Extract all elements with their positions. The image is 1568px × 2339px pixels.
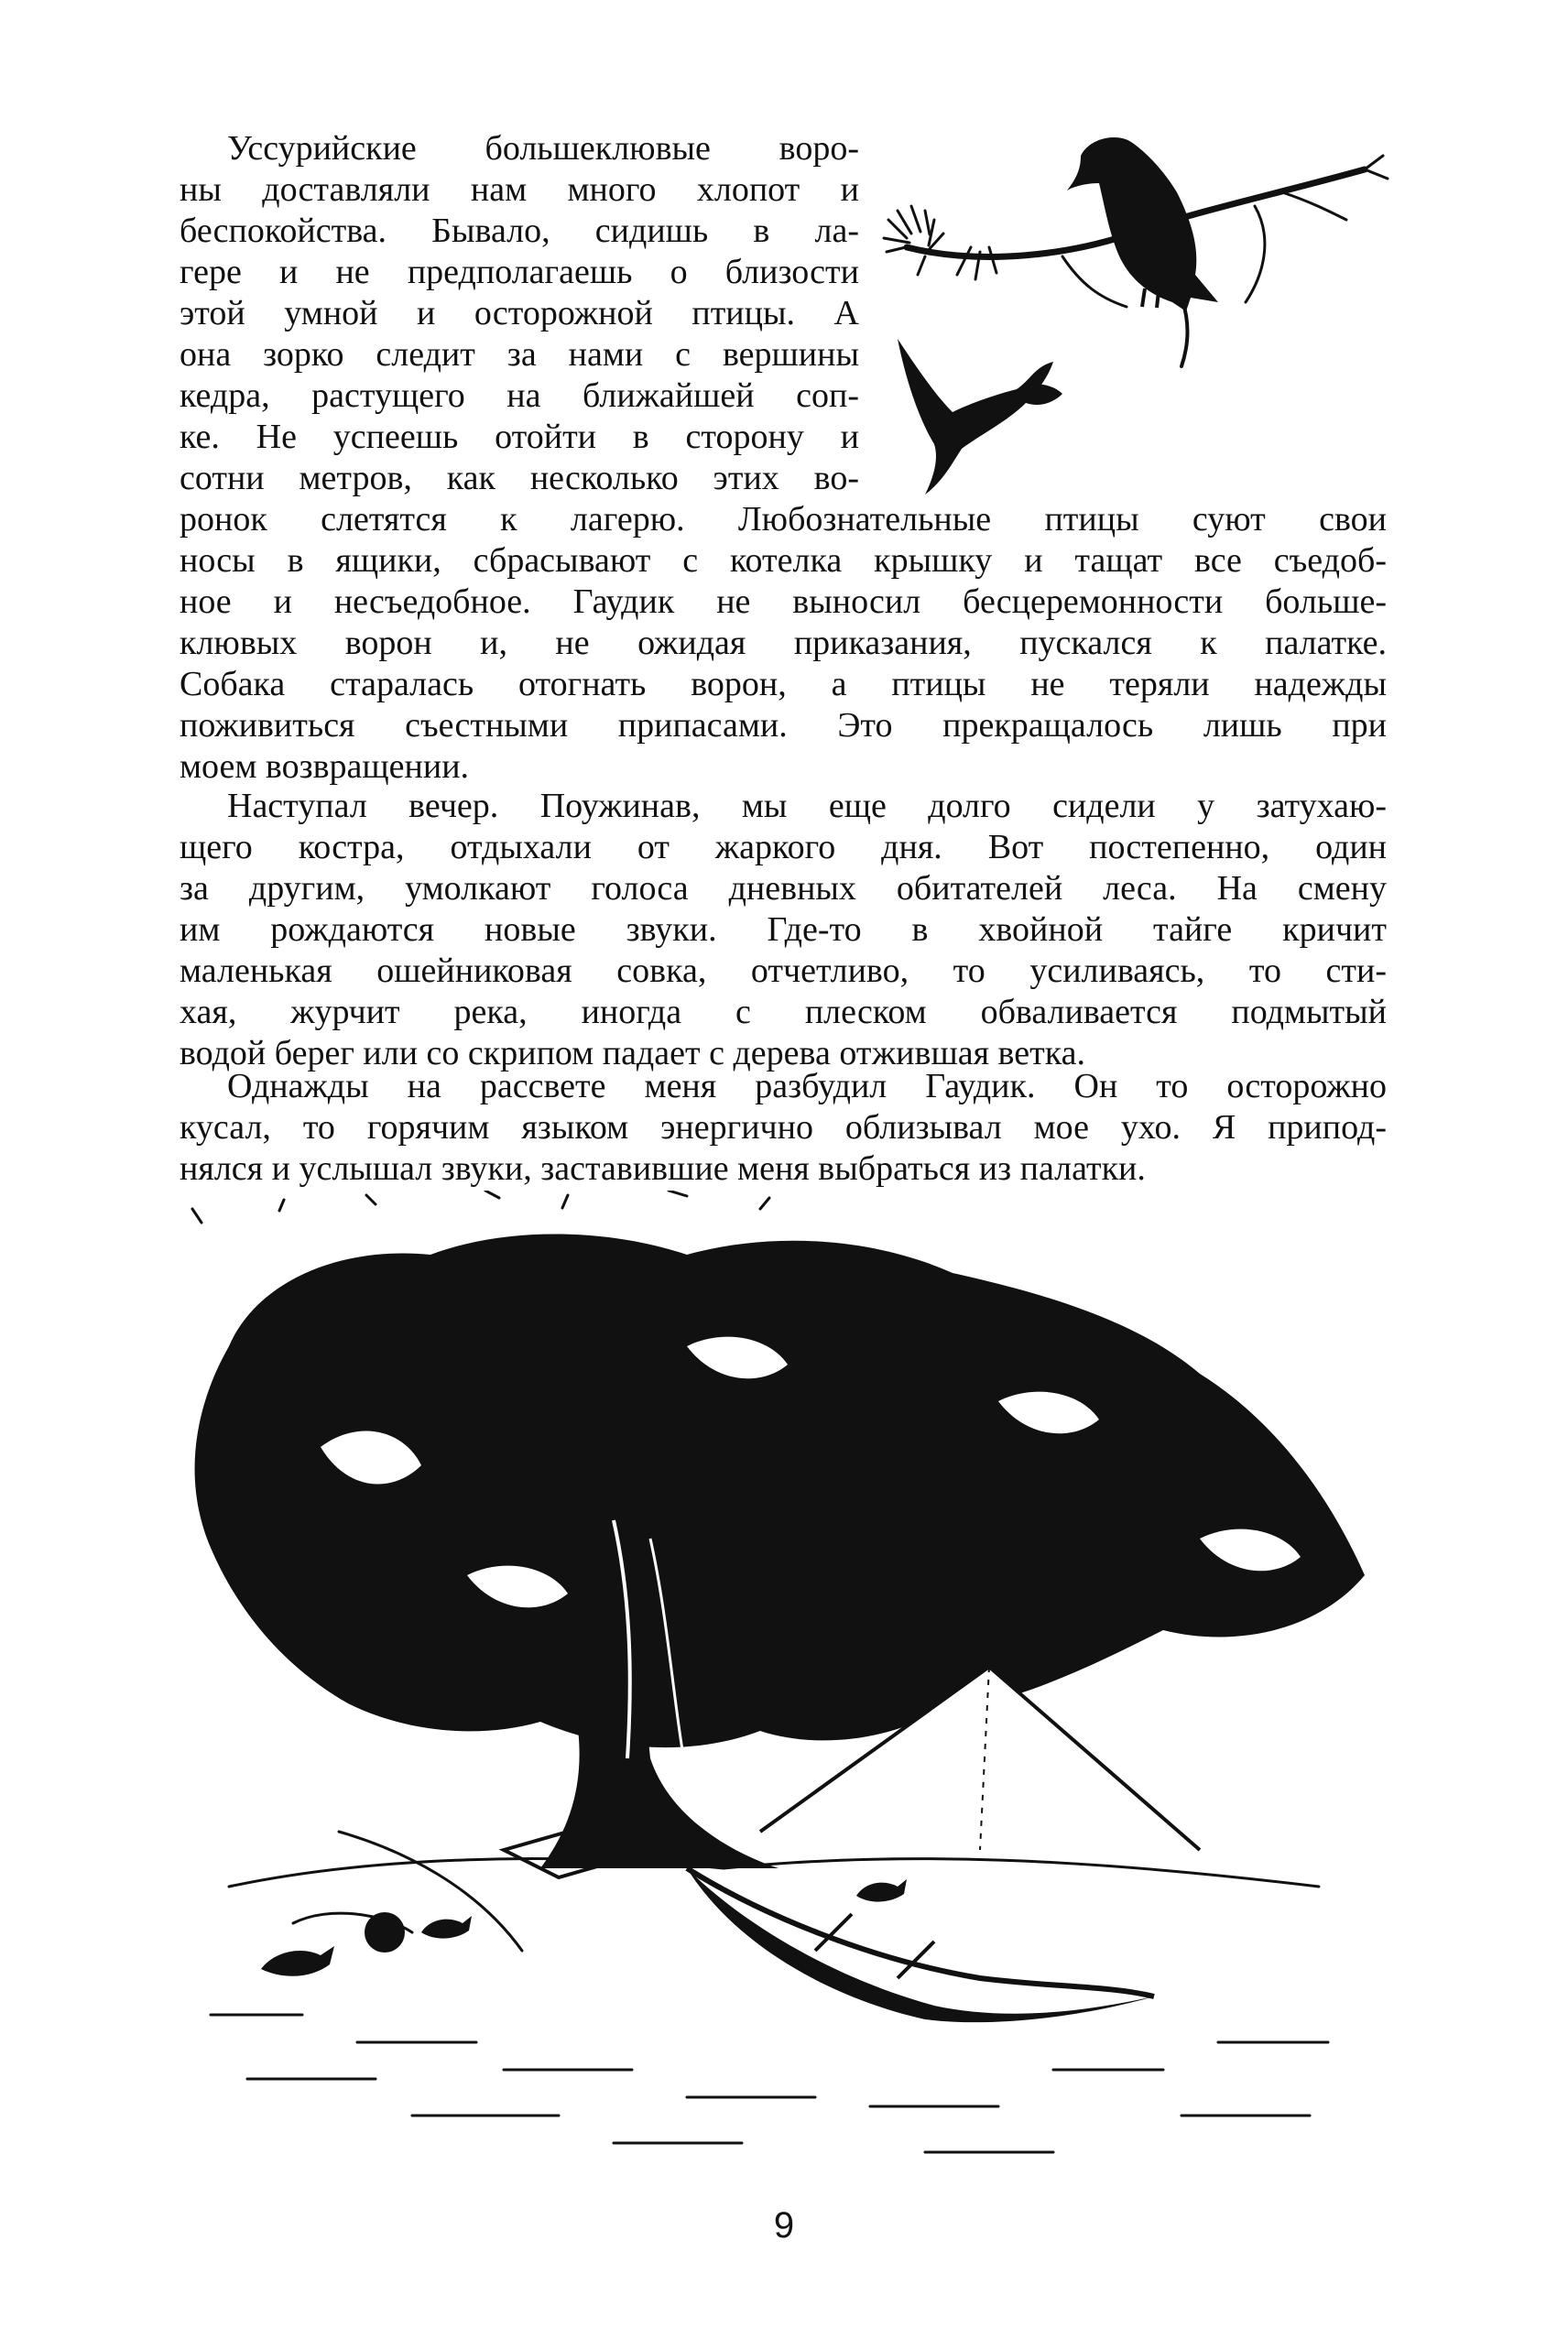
text-line: нялся и услышал звуки, заставившие меня выбраться из палатки. [180,1149,1146,1188]
text-line: этой умной и осторожной птицы. А [180,294,859,332]
text-line: ное и несъедобное. Гаудик не выносил бесцеремонности больше- [180,582,1387,621]
paragraph-2 [180,786,1387,1074]
text-line: водой берег или со скрипом падает с дерева отжившая ветка. [180,1034,1086,1072]
text-line: Собака старалась отогнать ворон, а птицы не теряли надежды [180,665,1387,703]
text-line: поживиться съестными припасами. Это прекращалось лишь при [180,706,1387,745]
paragraph-3 [180,1066,1387,1190]
forest-camp-boat-icon [174,1191,1401,2180]
text-line: щего костра, отдыхали от жаркого дня. Вот постепенно, один [180,828,1387,866]
text-line: ны доставляли нам много хлопот и [180,170,859,209]
page-number: 9 [773,2205,795,2246]
text-line: сотни метров, как несколько этих во- [180,459,859,497]
text-line: за другим, умолкают голоса дневных обитателей леса. На смену [180,869,1387,908]
text-line: ке. Не успеешь отойти в сторону и [180,418,859,456]
text-line: кусал, то горячим языком энергично облизывал мое ухо. Я припод- [180,1108,1387,1147]
text-line: гере и не предполагаешь о близости [180,253,859,291]
text-line: она зорко следит за нами с вершины [180,335,859,374]
text-line: Однажды на рассвете меня разбудил Гаудик. Он то осторожно [227,1067,1387,1105]
text-line: носы в ящики, сбрасывают с котелка крышку и тащат все съедоб- [180,541,1387,580]
text-line: Уссурийские большеклювые воро- [227,129,859,168]
text-line: клювых ворон и, не ожидая приказания, пускался к палатке. [180,624,1387,662]
text-line: моем возвращении. [180,747,470,786]
text-line: Наступал вечер. Поужинав, мы еще долго сидели у затухаю- [227,787,1387,825]
text-line: беспокойства. Бывало, сидишь в ла- [180,212,859,250]
text-line: маленькая ошейниковая совка, отчетливо, то усиливаясь, то сти- [180,952,1387,990]
crow-on-branch-icon [870,128,1392,504]
text-line: кедра, растущего на ближайшей соп- [180,376,859,415]
text-line: хая, журчит река, иногда с плеском обваливается подмытый [180,993,1387,1031]
text-line: ронок слетятся к лагерю. Любознательные птицы суют свои [180,500,1387,539]
text-line: им рождаются новые звуки. Где-то в хвойной тайге кричит [180,910,1387,949]
